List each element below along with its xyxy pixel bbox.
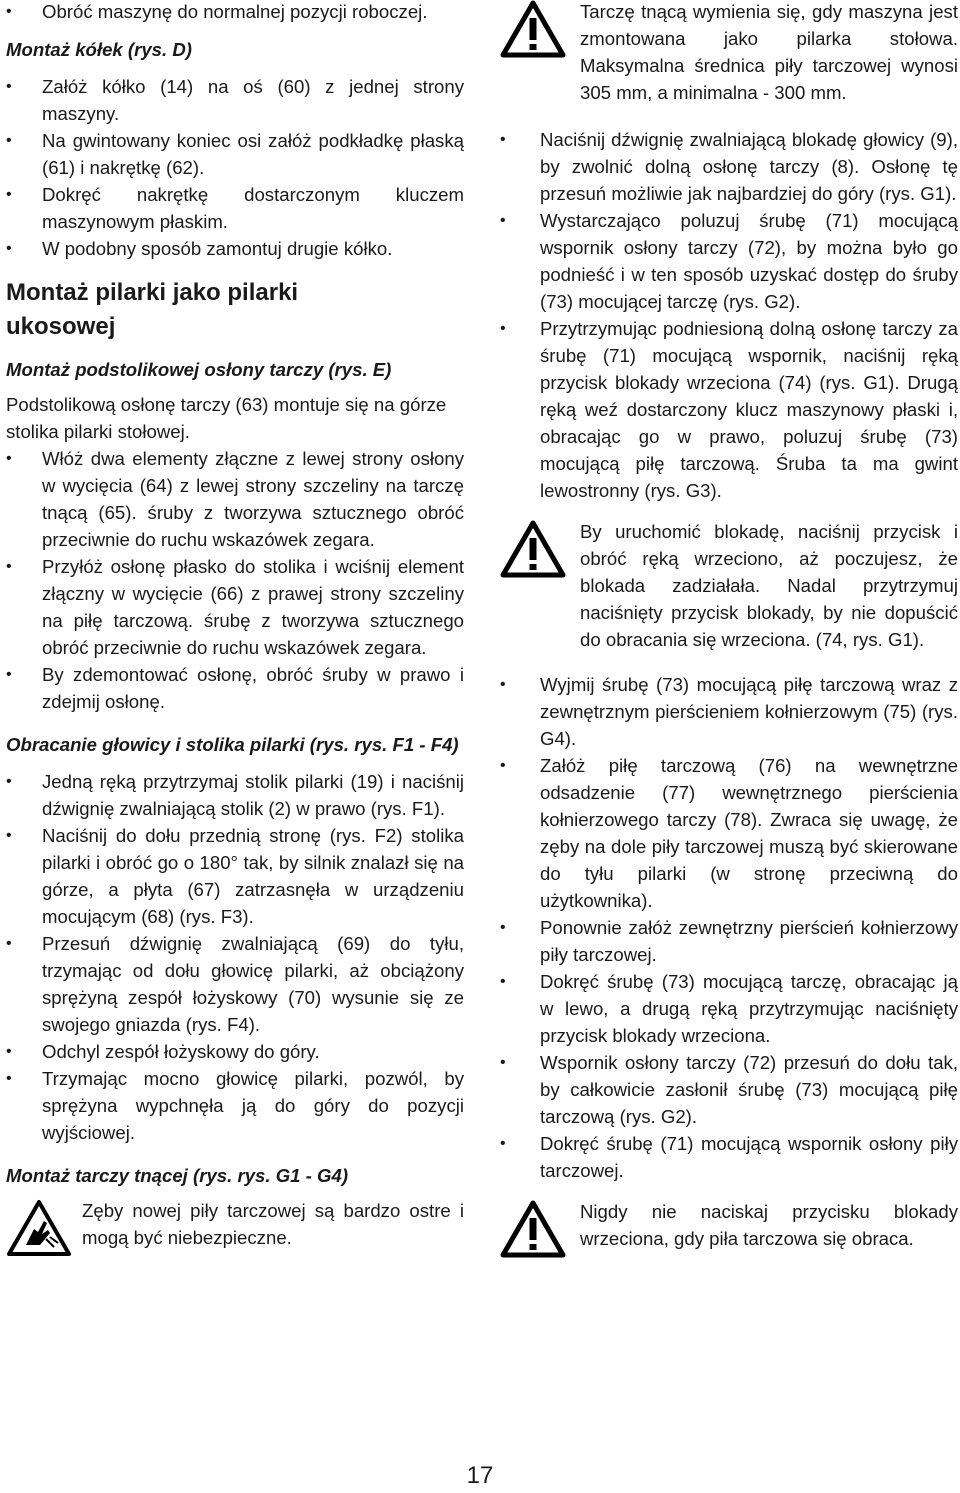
rotate-list xyxy=(6,768,464,1146)
list-item: • Obróć maszynę do normalnej pozycji roboczej. xyxy=(6,0,464,25)
warning-3 xyxy=(500,1198,958,1252)
warning-triangle-icon xyxy=(500,1200,566,1258)
rotate-heading: Obracanie głowicy i stolika pilarki (rys. rys. F1 - F4) xyxy=(6,734,459,755)
list-item: • Przesuń dźwignię zwalniającą (69) do tyłu, trzymając od dołu głowicę pilarki, aż obciążony sprężyną zespół łożyskowy (70) wysunie się ze swojego gniazda (rys. F4). xyxy=(6,930,464,1038)
warning-1-text: Tarczę tnącą wymienia się, gdy maszyna jest zmontowana jako pilarka stołowa. Maksymalna średnica piły tarczowej wynosi 305 mm, a minimalna - 300 mm. xyxy=(580,1,958,103)
warning-triangle-icon xyxy=(500,0,566,58)
warning-1 xyxy=(500,0,958,106)
list-item: • Załóż piłę tarczową (76) na wewnętrzne odsadzenie (77) wewnętrznego pierścienia kołnierzowego tarczy (78). Zwraca się uwagę, że zęby na dole piły tarczowej muszą być skierowane do tyłu pilarki (w stronę przeciwną do użytkownika). xyxy=(500,752,958,914)
list-item: • Wyjmij śrubę (73) mocującą piłę tarczową wraz z zewnętrznym pierścieniem kołnierzowym (75) (rys. G4). xyxy=(500,671,958,752)
wheels-heading: Montaż kółek (rys. D) xyxy=(6,39,192,60)
wheels-list xyxy=(6,73,464,262)
section-title: Montaż pilarki jako pilarki ukosowej xyxy=(6,279,299,340)
list-item: • Wystarczająco poluzuj śrubę (71) mocującą wspornik osłony tarczy (72), by można było go podnieść i w ten sposób uzyskać dostęp do śruby (73) mocującej tarczę (rys. G2). xyxy=(500,207,958,315)
list-item: • Naciśnij dźwignię zwalniającą blokadę głowicy (9), by zwolnić dolną osłonę tarczy (8). Osłonę tę przesuń możliwie jak najbardziej do góry (rys. G1). xyxy=(500,126,958,207)
intro-list xyxy=(6,0,464,25)
list-item: • Odchyl zespół łożyskowy do góry. xyxy=(6,1038,464,1065)
list-item: • Dokręć nakrętkę dostarczonym kluczem maszynowym płaskim. xyxy=(6,181,464,235)
guard-heading: Montaż podstolikowej osłony tarczy (rys. E) xyxy=(6,359,392,380)
warning-2 xyxy=(500,518,958,653)
blade-steps-list-2 xyxy=(500,671,958,1184)
list-item: • Włóż dwa elementy złączne z lewej strony osłony w wycięcia (64) z lewej strony szczeliny na tarczę tnącą (65). śruby z tworzywa sztucznego obróć przeciwnie do ruchu wskazówek zegara. xyxy=(6,445,464,553)
guard-intro: Podstolikową osłonę tarczy (63) montuje się na górze stolika pilarki stołowej. xyxy=(6,394,447,442)
blade-steps-list-1 xyxy=(500,126,958,504)
list-item: • Wspornik osłony tarczy (72) przesuń do dołu tak, by całkowicie zasłonił śrubę (73) mocującą piłę tarczową (rys. G2). xyxy=(500,1049,958,1130)
page-number: 17 xyxy=(466,1462,494,1489)
list-item: • Dokręć śrubę (73) mocującą tarczę, obracając ją w lewo, a drugą ręką przytrzymując naciśnięty przycisk blokady wrzeciona. xyxy=(500,968,958,1049)
list-item: • Przytrzymując podniesioną dolną osłonę tarczy za śrubę (71) mocującą wspornik, naciśnij ręką przycisk blokady wrzeciona (74) (rys. G1). Drugą ręką weź dostarczony klucz maszynowy płaski i, obracając go w prawo, poluzuj śrubę (73) mocującą piłę tarczową. Śruba ta ma gwint lewostronny (rys. G3). xyxy=(500,315,958,504)
list-item: • Na gwintowany koniec osi załóż podkładkę płaską (61) i nakrętkę (62). xyxy=(6,127,464,181)
hand-cut-warning-icon xyxy=(6,1199,72,1257)
warning-2-text: By uruchomić blokadę, naciśnij przycisk i obróć ręką wrzeciono, aż poczujesz, że blokada zadziałała. Nadal przytrzymuj naciśnięty przycisk blokady, by nie dopuścić do obracania się wrzeciona. (74, rys. G1). xyxy=(580,521,958,650)
list-item: • By zdemontować osłonę, obróć śruby w prawo i zdejmij osłonę. xyxy=(6,661,464,715)
list-item: • Załóż kółko (14) na oś (60) z jednej strony maszyny. xyxy=(6,73,464,127)
list-item: • Naciśnij do dołu przednią stronę (rys. F2) stolika pilarki i obróć go o 180° tak, by silnik znalazł się na górze, a płyta (67) zatrzasnęła w urządzeniu mocującym (68) (rys. F3). xyxy=(6,822,464,930)
blade-warning xyxy=(6,1197,464,1261)
list-item: • Przyłóż osłonę płasko do stolika i wciśnij element złączny w wycięcie (66) z prawej strony szczeliny na piłę tarczową. śrubę z tworzywa sztucznego obróć przeciwnie do ruchu wskazówek zegara. xyxy=(6,553,464,661)
blade-warning-text: Zęby nowej piły tarczowej są bardzo ostre i mogą być niebezpieczne. xyxy=(82,1200,464,1248)
warning-triangle-icon xyxy=(500,520,566,578)
warning-3-text: Nigdy nie naciskaj przycisku blokady wrzeciona, gdy piła tarczowa się obraca. xyxy=(580,1201,958,1249)
list-item: • Jedną ręką przytrzymaj stolik pilarki (19) i naciśnij dźwignię zwalniającą stolik (2) w prawo (rys. F1). xyxy=(6,768,464,822)
list-item: • W podobny sposób zamontuj drugie kółko. xyxy=(6,235,464,262)
list-item: • Trzymając mocno głowicę pilarki, pozwól, by sprężyna wypchnęła ją do góry do pozycji wyjściowej. xyxy=(6,1065,464,1146)
guard-list xyxy=(6,445,464,715)
blade-heading: Montaż tarczy tnącej (rys. rys. G1 - G4) xyxy=(6,1165,349,1186)
list-item: • Ponownie załóż zewnętrzny pierścień kołnierzowy piły tarczowej. xyxy=(500,914,958,968)
left-column xyxy=(6,0,464,1261)
right-column xyxy=(500,0,958,1252)
list-item: • Dokręć śrubę (71) mocującą wspornik osłony piły tarczowej. xyxy=(500,1130,958,1184)
